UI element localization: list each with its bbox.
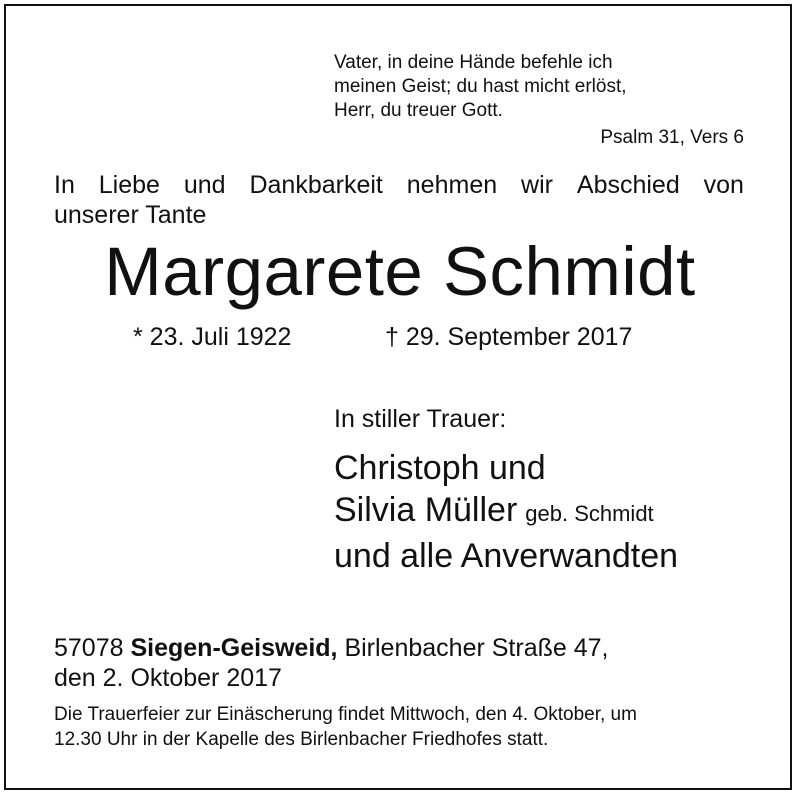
deceased-name: Margarete Schmidt xyxy=(104,233,696,310)
mourner-name: Silvia Müller xyxy=(334,491,518,529)
verse-line: Herr, du treuer Gott. xyxy=(334,100,503,121)
mourner-line: und alle Anverwandten xyxy=(334,537,679,575)
bible-verse xyxy=(334,51,627,123)
postal-code: 57078 xyxy=(54,634,124,662)
intro-word: In xyxy=(54,171,75,199)
address-line xyxy=(54,633,608,663)
city: Siegen-Geisweid, xyxy=(130,634,338,662)
verse-line: meinen Geist; du hast micht erlöst, xyxy=(334,76,627,97)
service-line: 12.30 Uhr in der Kapelle des Birlenbacher Friedhofes statt. xyxy=(54,729,549,750)
intro-word: und xyxy=(183,171,226,199)
mourning-label: In stiller Trauer: xyxy=(334,405,507,433)
notice-date: den 2. Oktober 2017 xyxy=(54,664,282,692)
maiden-name-note: geb. Schmidt xyxy=(525,501,654,526)
death-date: † 29. September 2017 xyxy=(385,323,633,351)
intro-word: Abschied xyxy=(576,171,680,199)
intro-word: wir xyxy=(521,171,553,199)
intro-line-2: unserer Tante xyxy=(54,201,207,229)
street: Birlenbacher Straße 47, xyxy=(344,634,609,662)
verse-line: Vater, in deine Hände befehle ich xyxy=(334,52,613,73)
intro-word: von xyxy=(703,171,744,199)
verse-reference: Psalm 31, Vers 6 xyxy=(600,127,744,148)
service-line: Die Trauerfeier zur Einäscherung findet Mittwoch, den 4. Oktober, um xyxy=(54,704,637,725)
mourner-line xyxy=(334,489,678,535)
mourners-list xyxy=(334,447,678,577)
address-block xyxy=(54,633,608,693)
intro-word: Liebe xyxy=(98,171,160,199)
intro-word: nehmen xyxy=(406,171,498,199)
birth-date: * 23. Juli 1922 xyxy=(133,323,292,351)
intro-text xyxy=(54,170,744,230)
service-info xyxy=(54,702,637,752)
mourner-line: Christoph und xyxy=(334,449,546,487)
intro-word: Dankbarkeit xyxy=(249,171,383,199)
intro-line-1 xyxy=(54,170,744,200)
